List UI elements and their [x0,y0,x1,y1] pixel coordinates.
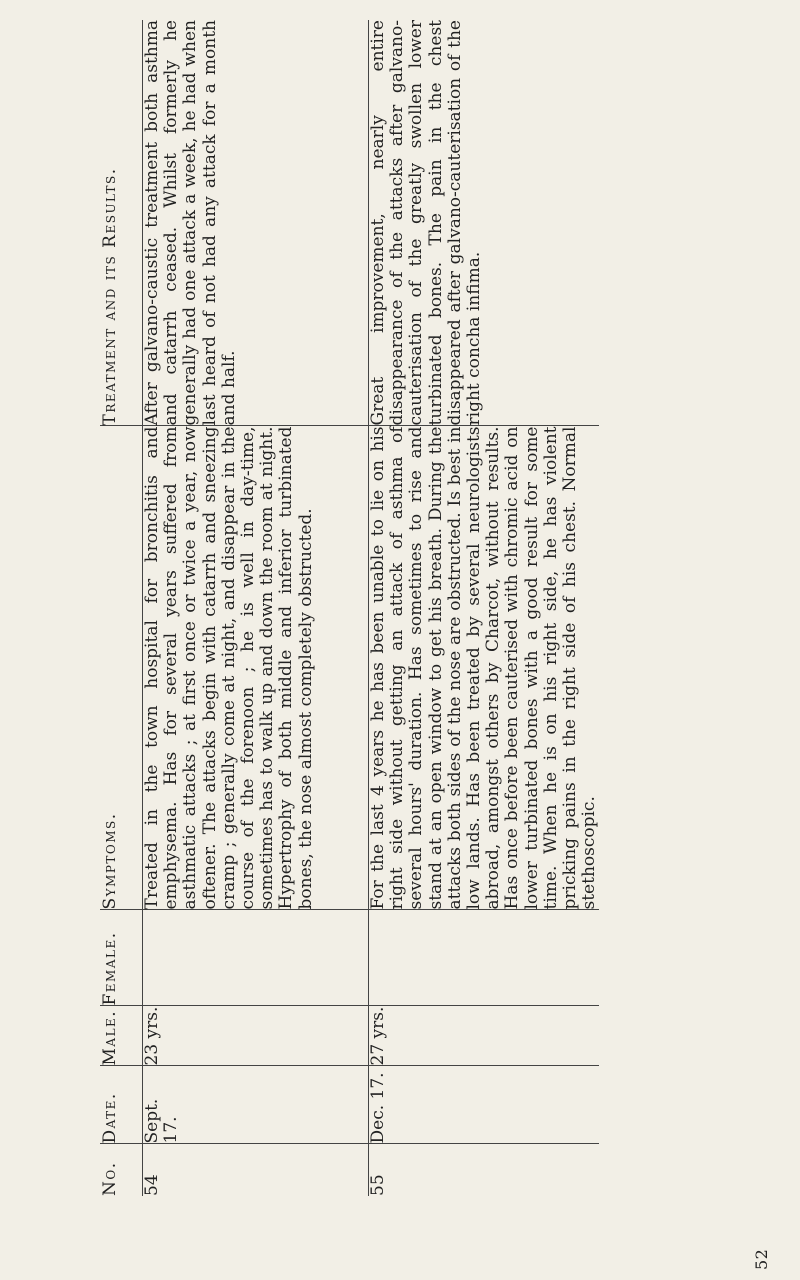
case-male-age: 27 yrs. [369,1006,600,1066]
header-no: No. [100,1161,120,1196]
header-male: Male. [100,1006,143,1066]
case-date: Sept. 17. [143,1066,369,1144]
case-female-age [369,910,600,1006]
case-female-age [143,910,369,1006]
header-row [100,20,143,1196]
table-row [143,20,369,1196]
case-number: 54 [142,1174,162,1196]
header-result: Treatment and its Results. [100,20,143,426]
header-date: Date. [100,1066,143,1144]
case-result: After galvano-caustic treatment both asthma and catarrh ceased. Whilst formerly he generally had one attack a week, he had when last heard of not had any attack for a month and half. [143,20,369,426]
case-result: Great improvement, nearly entire disappearance of the attacks after galvano-cauterisation of the greatly swollen lower turbinated bones. The pain in the chest disappeared after galvano-cauterisation of the right concha infima. [369,20,600,426]
case-date: Dec. 17. [369,1066,600,1144]
case-register-table [100,20,599,1196]
case-male-age: 23 yrs. [143,1006,369,1066]
header-female: Female. [100,910,143,1006]
table-row [369,20,600,1196]
case-symptoms: Treated in the town hospital for bronchitis and emphysema. Has for several years suffered from asthmatic attacks ; at first once or twice a year, now oftener. The attacks begin with catarrh and sneezing cramp ; generally come at night, and disappear in the course of the forenoon ; he is well in day-time, sometimes has to walk up and down the room at night. Hypertrophy of both middle and inferior turbinated bones, the nose almost completely obstructed. [143,426,369,910]
header-symptoms: Symptoms. [100,426,143,910]
case-symptoms: For the last 4 years he has been unable to lie on his right side without getting an attack of asthma of several hours' duration. Has sometimes to rise and stand at an open window to get his breath. During the attacks both sides of the nose are obstructed. Is best in low lands. Has been treated by several neurologists abroad, amongst others by Charcot, without results. Has once before been cauterised with chromic acid on lower turbinated bones with a good result for some time. When he is on his right side, he has violent pricking pains in the right side of his chest. Normal stethoscopic. [368,426,600,910]
case-number: 55 [368,1174,388,1196]
page-number: 52 [752,1248,771,1270]
